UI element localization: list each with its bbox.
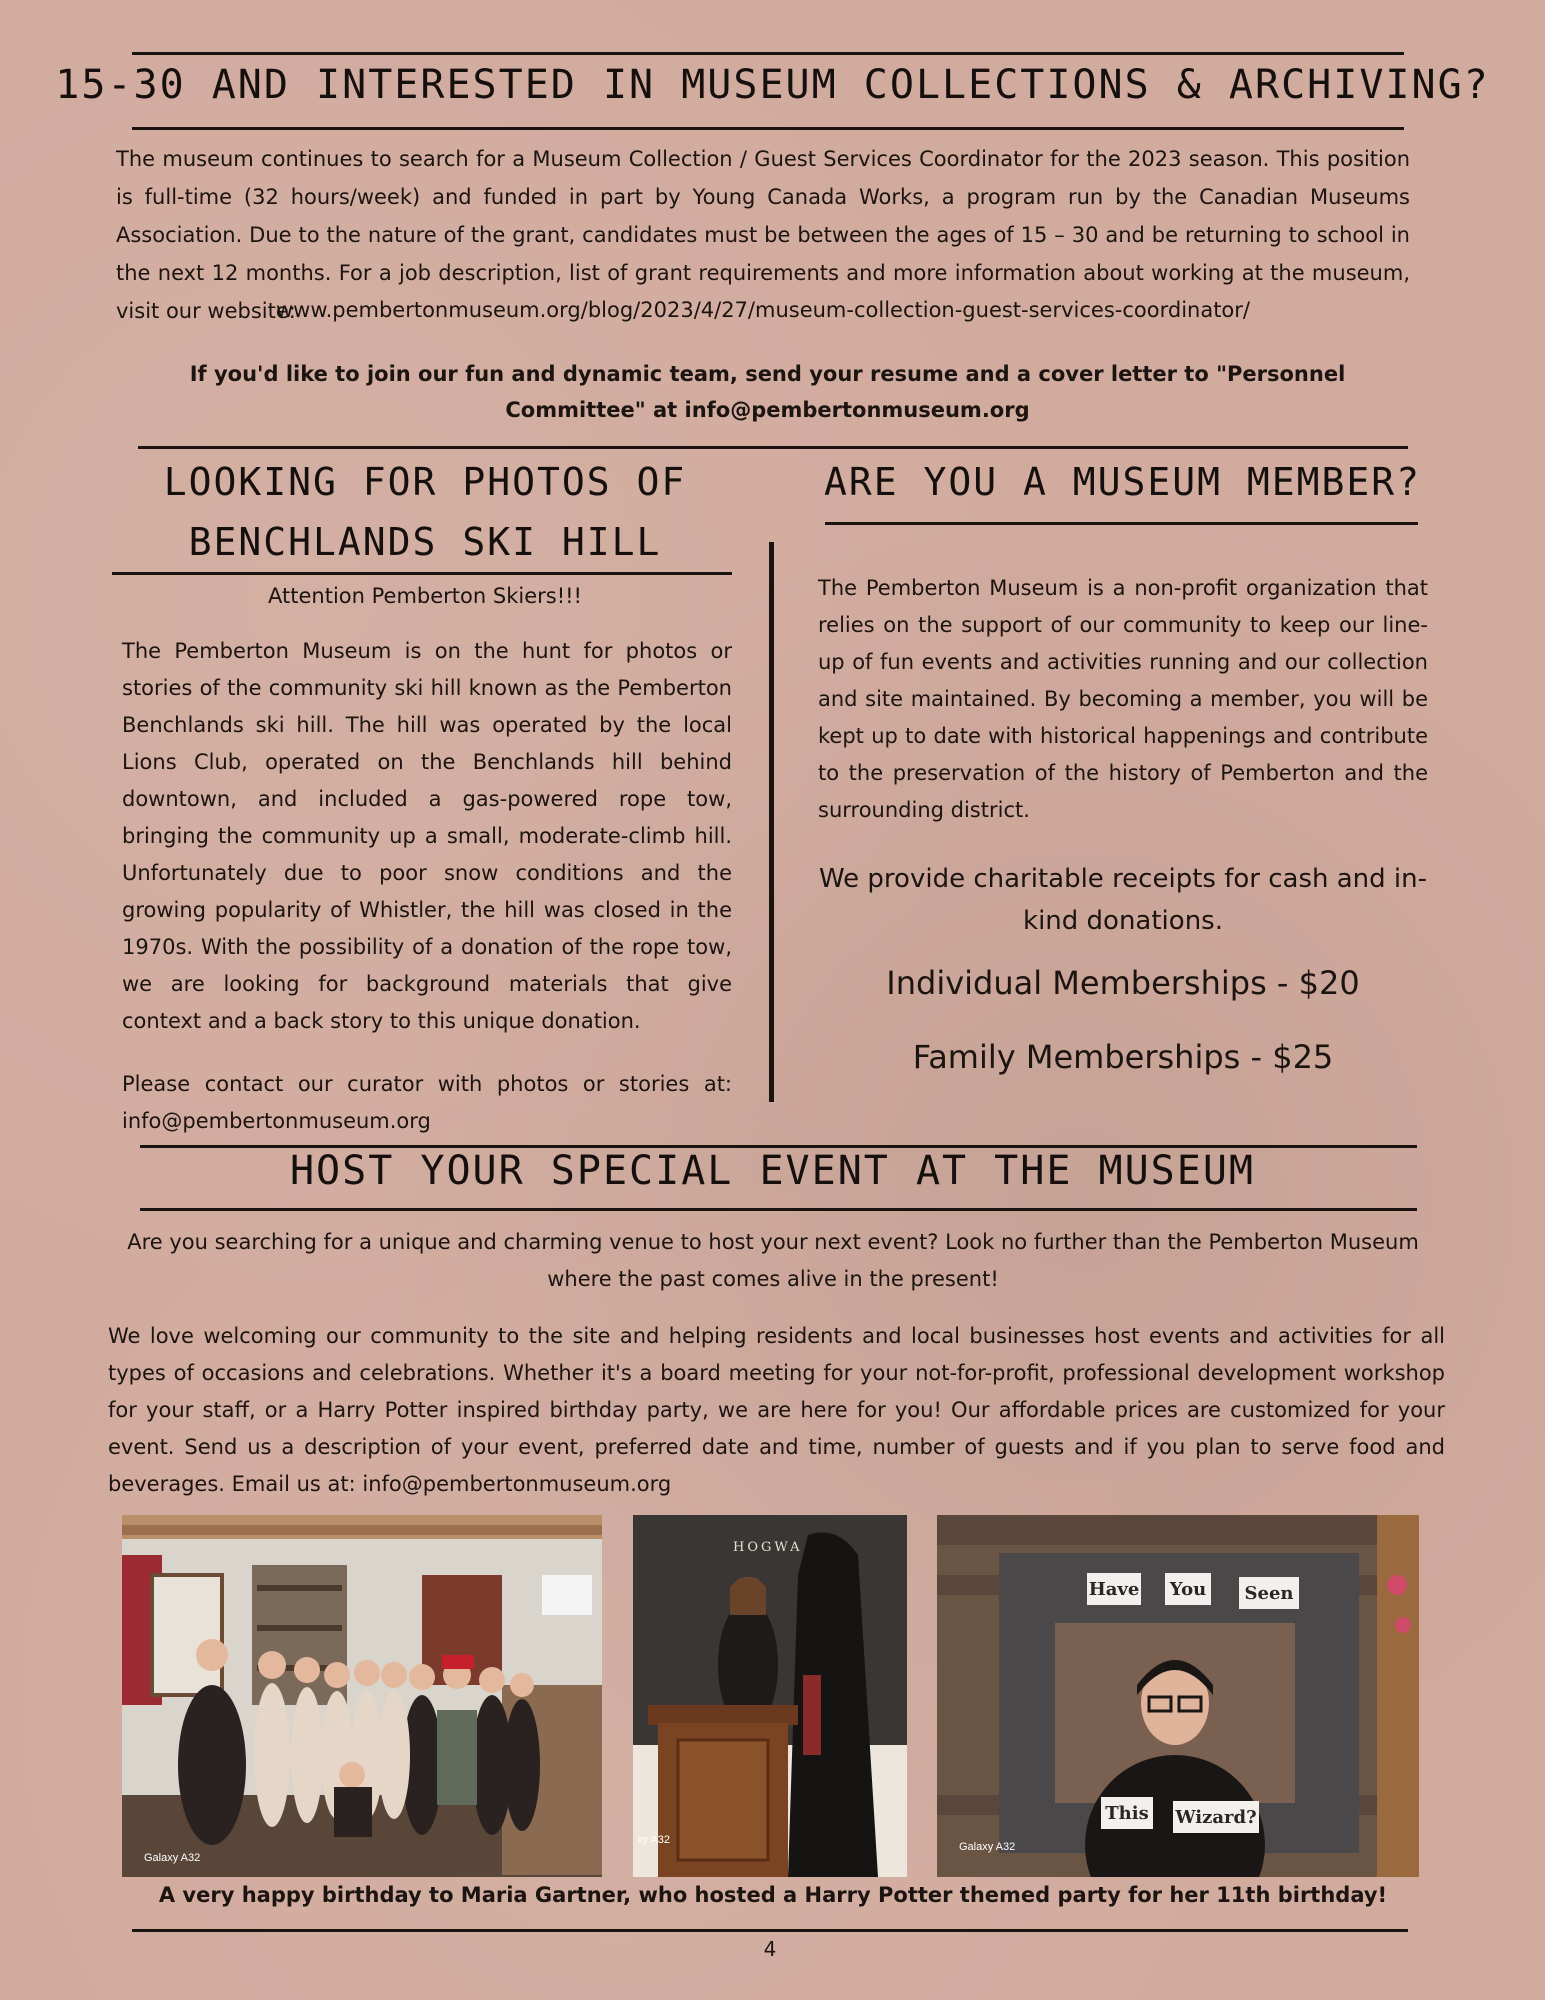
photo1-watermark: Galaxy A32 [144, 1852, 201, 1864]
party-group-photo [122, 1515, 602, 1877]
hogwarts-lectern-photo [633, 1515, 907, 1877]
section-heading-events: HOST YOUR SPECIAL EVENT AT THE MUSEUM [289, 1148, 1256, 1194]
membership-paragraph: The Pemberton Museum is a non-profit organization that relies on the support of our community to keep our line-up of fun events and activities running and our collection and site maintained. By becoming a member, you will be kept up to date with historical happenings and contribute to the preservation of the history of Pemberton and the surrounding district. [818, 576, 1428, 822]
heading-underline-archiving [132, 127, 1404, 130]
section-heading-archiving: 15-30 AND INTERESTED IN MUSEUM COLLECTIONS & ARCHIVING? [55, 62, 1490, 108]
heading-underline-events [140, 1208, 1417, 1211]
section-heading-membership: ARE YOU A MUSEUM MEMBER? [823, 460, 1422, 504]
heading-underline-ski-hill [112, 572, 732, 575]
events-paragraph: We love welcoming our community to the site and helping residents and local businesses host events and activities for all types of occasions and celebrations. Whether it's a board meeting for your not-for-profit, professional development workshop for your staff, or a Harry Potter inspired birthday party, we are here for you! Our affordable prices are customized for your event. Send us a description of your event, preferred date and time, number of guests and if you plan to serve food and beverages. Email us at: info@pembertonmuseum.org [108, 1324, 1445, 1496]
column-divider [769, 542, 774, 1102]
curator-contact: Please contact our curator with photos or stories at: info@pembertonmuseum.org [122, 1072, 732, 1133]
have-you-seen-this-wizard-photo [937, 1515, 1419, 1877]
sign-word-seen: Seen [1244, 1583, 1294, 1604]
sign-word-you: You [1169, 1579, 1207, 1600]
hogwarts-banner: HOGWA [733, 1540, 803, 1555]
sign-word-have: Have [1088, 1579, 1140, 1600]
photo3-watermark: Galaxy A32 [959, 1841, 1016, 1853]
join-team-notice: If you'd like to join our fun and dynamic team, send your resume and a cover letter to "Personnel Committee" at info@pembertonmuseum.org [189, 362, 1346, 422]
charitable-receipts: We provide charitable receipts for cash and in-kind donations. [818, 864, 1428, 936]
bottom-rule [132, 1929, 1408, 1932]
ski-hill-paragraph: The Pemberton Museum is on the hunt for photos or stories of the community ski hill known as the Pemberton Benchlands ski hill. The hill was operated by the local Lions Club, operated on the Benchlands hill behind downtown, and included a gas-powered rope tow, bringing the community up a small, moderate-climb hill. Unfortunately due to poor snow conditions and the growing popularity of Whistler, the hill was closed in the 1970s. With the possibility of a donation of the rope tow, we are looking for background materials that give context and a back story to this unique donation. [122, 639, 732, 1033]
page-number: 4 [763, 1937, 777, 1961]
heading-underline-membership [825, 522, 1418, 525]
photo2-watermark: xy A32 [637, 1834, 671, 1846]
attention-skiers: Attention Pemberton Skiers!!! [268, 584, 582, 608]
archiving-paragraph: The museum continues to search for a Museum Collection / Guest Services Coordinator for the 2023 season. This position is full-time (32 hours/week) and funded in part by Young Canada Works, a program run by the Canadian Museums Association. Due to the nature of the grant, candidates must be between the ages of 15 – 30 and be returning to school in the next 12 months. For a job description, list of grant requirements and more information about working at the museum, visit our website: [116, 147, 1410, 323]
events-intro: Are you searching for a unique and charming venue to host your next event? Look no further than the Pemberton Museum where the past comes alive in the present! [127, 1230, 1419, 1291]
job-posting-link[interactable]: www.pembertonmuseum.org/blog/2023/4/27/museum-collection-guest-services-coordinator/ [275, 298, 1250, 322]
wizard-frame-illustration [937, 1515, 1419, 1877]
section-heading-ski-hill: LOOKING FOR PHOTOS OF BENCHLANDS SKI HILL [163, 460, 687, 564]
sign-word-this: This [1105, 1803, 1149, 1824]
family-membership-price: Family Memberships - $25 [912, 1038, 1334, 1076]
sign-word-wizard: Wizard? [1175, 1807, 1257, 1828]
hogwarts-lectern-illustration [633, 1515, 907, 1877]
individual-membership-price: Individual Memberships - $20 [886, 964, 1360, 1002]
top-rule [132, 52, 1404, 55]
party-group-illustration [122, 1515, 602, 1877]
section-divider-1 [138, 446, 1408, 449]
photo-caption: A very happy birthday to Maria Gartner, who hosted a Harry Potter themed party for her 11th birthday! [158, 1883, 1388, 1907]
